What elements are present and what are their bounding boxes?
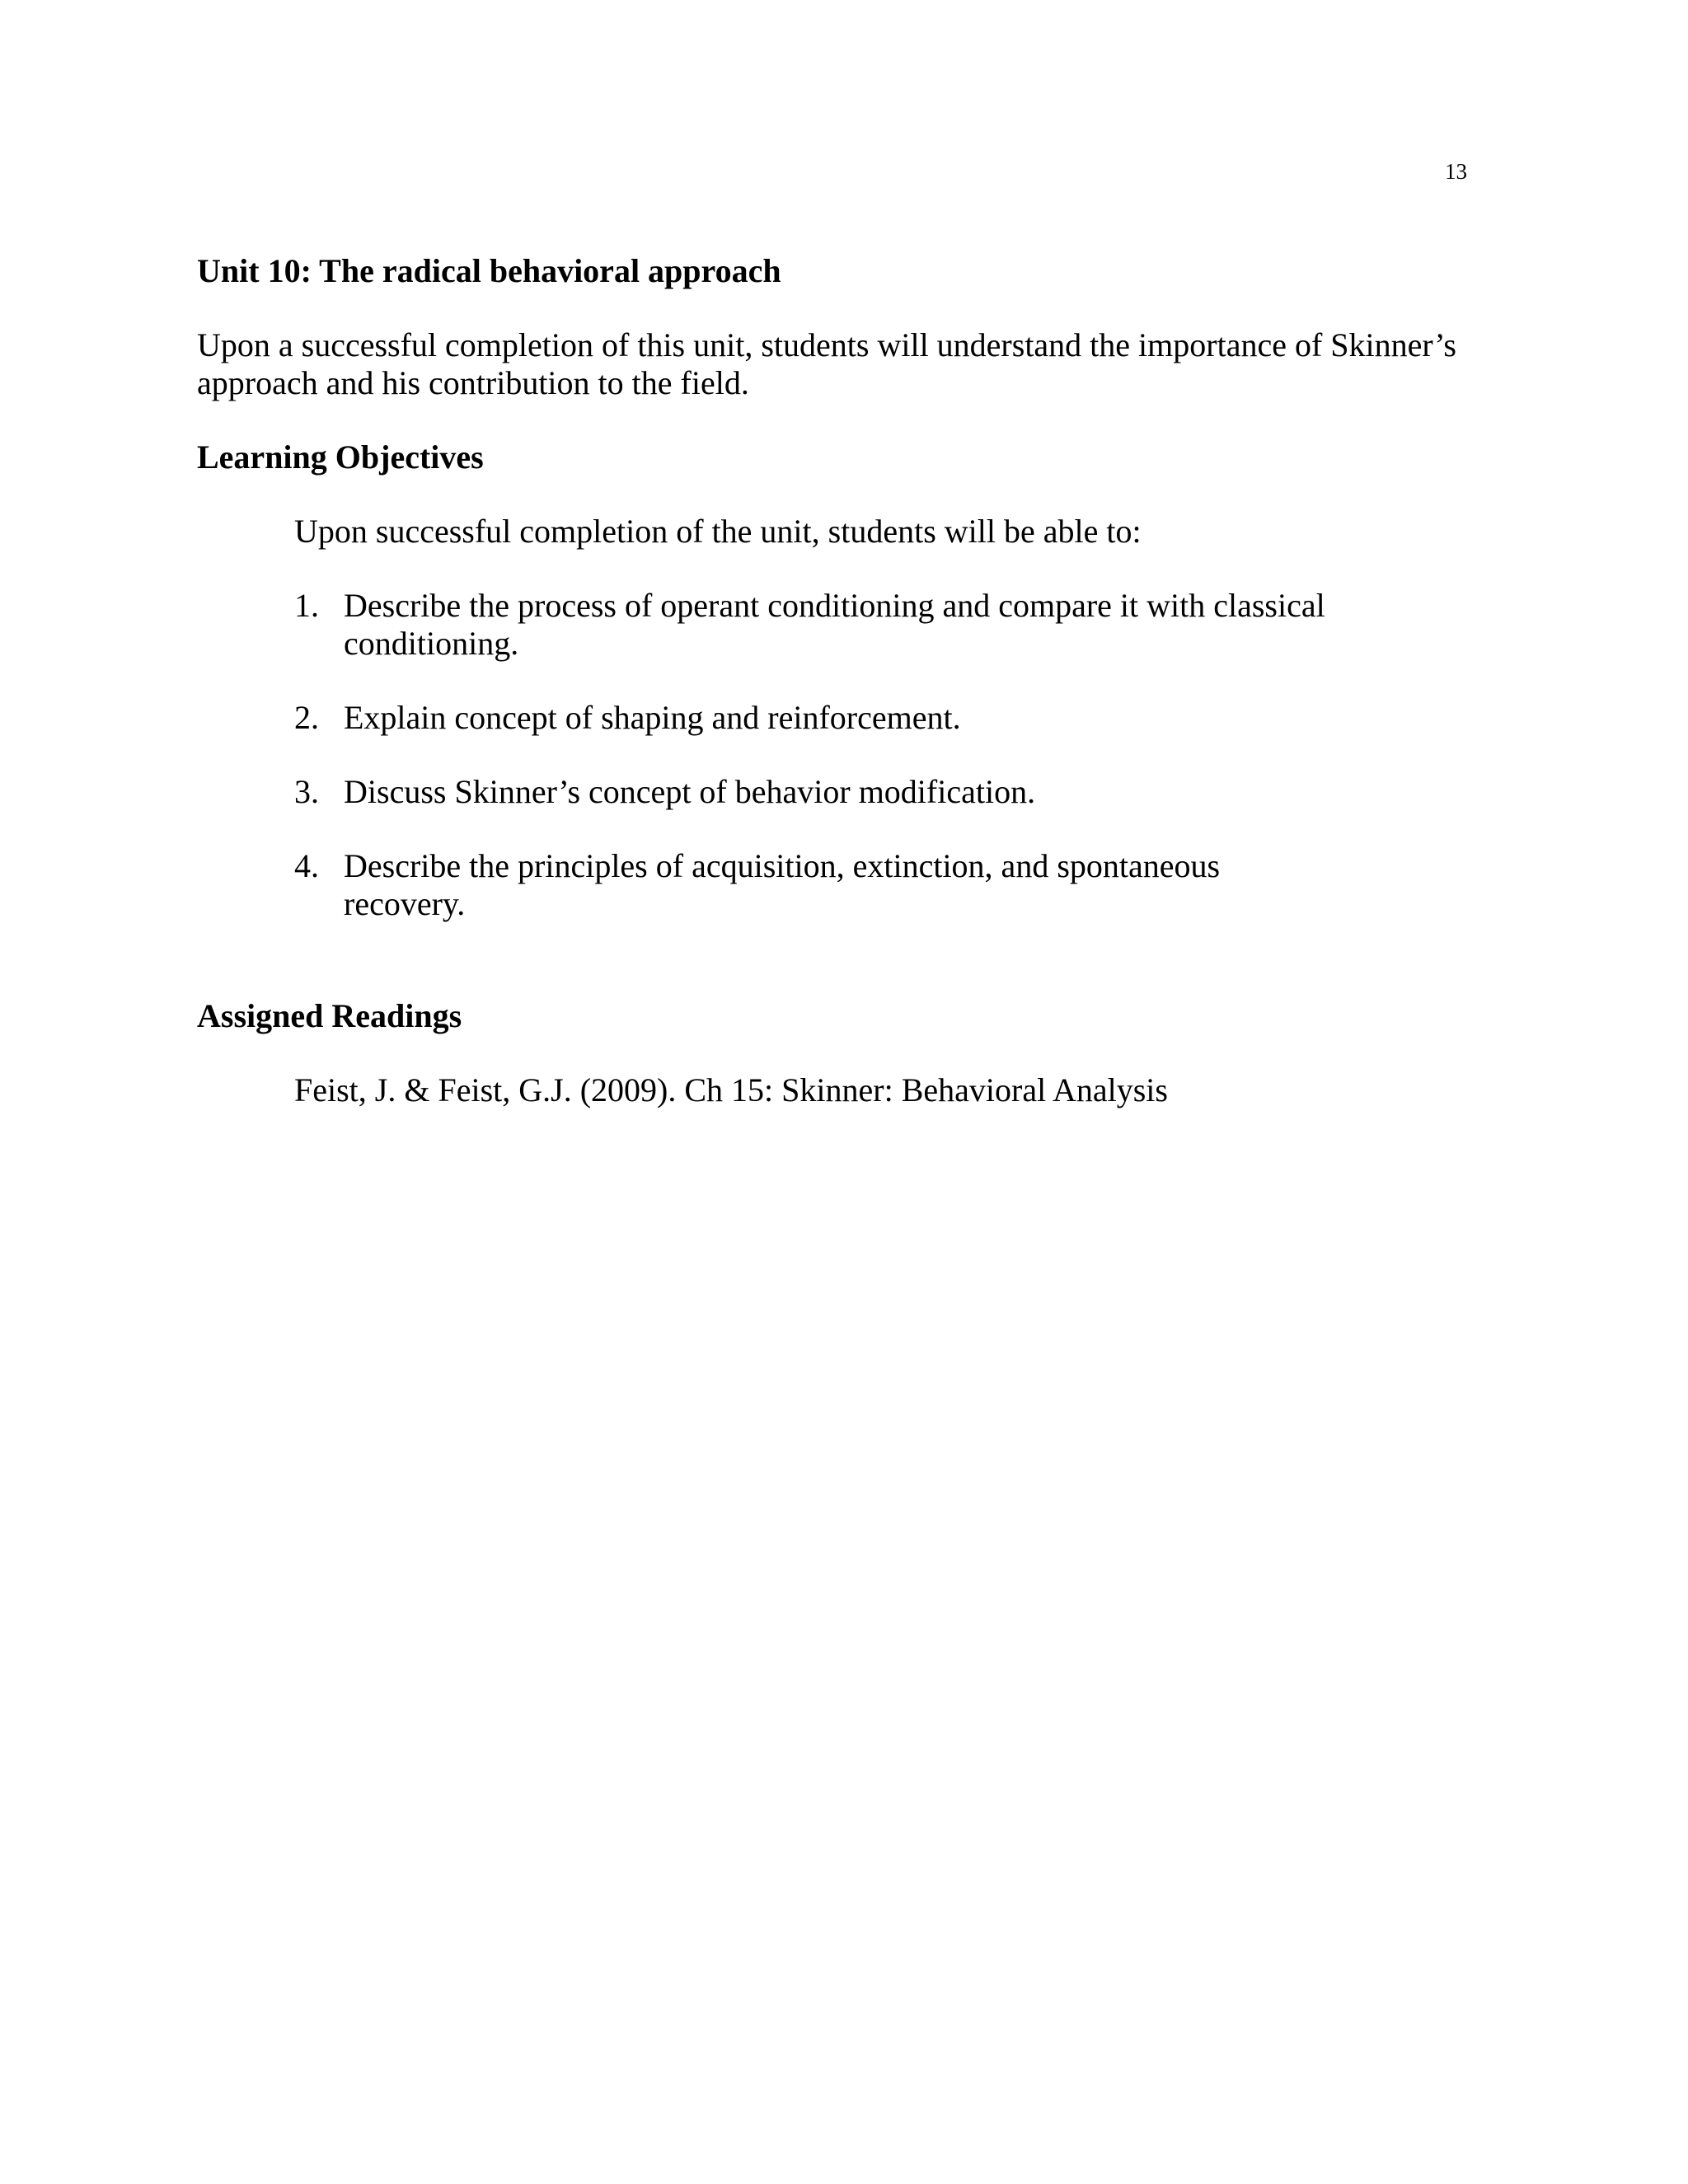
objective-text: Describe the principles of acquisition, extinction, and spontaneous recovery. [344, 847, 1221, 922]
objective-text: Describe the process of operant conditioning and compare it with classical conditioning. [344, 587, 1325, 662]
learning-objectives-heading: Learning Objectives [197, 438, 484, 476]
objective-number: 1. [294, 587, 319, 624]
objective-number: 2. [294, 699, 319, 736]
unit-title: Unit 10: The radical behavioral approach [197, 252, 781, 289]
document-body [197, 252, 1483, 1109]
objective-number: 4. [294, 847, 319, 884]
reading-item: Feist, J. & Feist, G.J. (2009). Ch 15: Skinner: Behavioral Analysis [294, 1071, 1168, 1108]
objective-item [294, 587, 1483, 663]
objective-item [294, 773, 1483, 811]
unit-intro: Upon a successful completion of this unit, students will understand the importance of Skinner’s approach and his contribution to the field. [197, 326, 1456, 401]
objective-item [294, 847, 1483, 923]
page-number: 13 [1445, 159, 1467, 184]
objective-text: Discuss Skinner’s concept of behavior modification. [344, 773, 1036, 810]
objectives-list [294, 587, 1483, 923]
learning-objectives-section [294, 513, 1483, 923]
assigned-readings-section [294, 1071, 1483, 1109]
objectives-lead: Upon successful completion of the unit, students will be able to: [294, 513, 1142, 550]
assigned-readings-heading: Assigned Readings [197, 997, 462, 1034]
objective-number: 3. [294, 773, 319, 810]
objective-item [294, 699, 1483, 737]
objective-text: Explain concept of shaping and reinforcement. [344, 699, 961, 736]
